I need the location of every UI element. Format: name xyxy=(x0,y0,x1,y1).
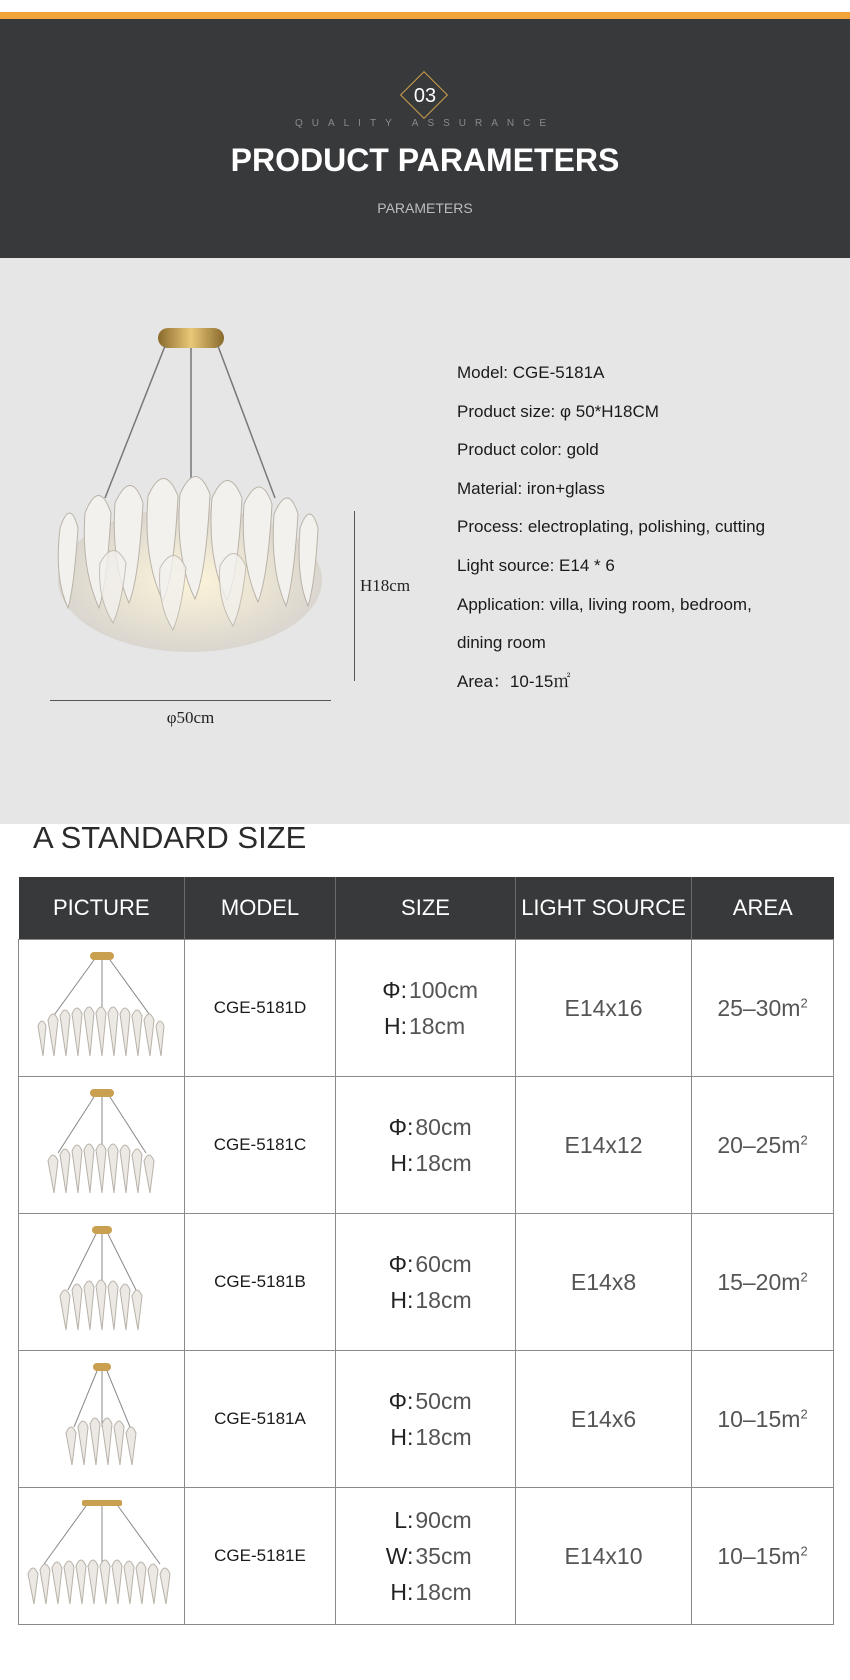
section-badge xyxy=(400,71,450,121)
area-superscript: 2 xyxy=(800,1131,808,1147)
product-thumbnail xyxy=(19,1214,185,1351)
spec-application-cont: dining room xyxy=(457,633,546,653)
spec-light-source: Light source: E14 * 6 xyxy=(457,555,615,575)
size-table xyxy=(18,877,834,1625)
table-row xyxy=(19,1077,834,1214)
tagline: QUALITY ASSURANCE xyxy=(294,118,556,129)
size-label: Φ: xyxy=(388,1251,414,1277)
model-cell: CGE-5181C xyxy=(185,1077,336,1214)
diameter-dimension-label: φ50cm xyxy=(166,708,215,727)
area-superscript: 2 xyxy=(800,1268,808,1284)
area-superscript: 2 xyxy=(800,994,808,1010)
col-header-model: MODEL xyxy=(185,877,336,940)
area-superscript: 2 xyxy=(800,1542,808,1558)
size-label: W: xyxy=(385,1543,414,1569)
light-source-cell: E14x6 xyxy=(516,1351,692,1488)
model-cell: CGE-5181B xyxy=(185,1214,336,1351)
area-value: 15–20m xyxy=(717,1268,801,1295)
size-label: H: xyxy=(390,1150,414,1176)
table-row xyxy=(19,1351,834,1488)
size-label: Φ: xyxy=(388,1114,414,1140)
size-value: 18cm xyxy=(415,1424,472,1450)
product-thumbnail xyxy=(19,1077,185,1214)
size-value: 100cm xyxy=(408,977,479,1003)
size-cell xyxy=(336,1077,516,1214)
spec-model: Model: CGE-5181A xyxy=(457,363,605,382)
col-header-area: AREA xyxy=(692,877,834,940)
size-cell xyxy=(336,1488,516,1625)
product-thumbnail xyxy=(19,940,185,1077)
page-title: PRODUCT PARAMETERS xyxy=(230,142,620,178)
size-label: H: xyxy=(390,1579,414,1605)
size-value: 18cm xyxy=(415,1579,472,1605)
height-dimension-label: H18cm xyxy=(360,576,411,595)
orange-stripe xyxy=(0,12,850,19)
size-label: Φ: xyxy=(382,977,407,1003)
size-value: 60cm xyxy=(415,1251,472,1277)
size-label: H: xyxy=(390,1424,414,1450)
parameters-panel xyxy=(0,258,850,824)
size-value: 18cm xyxy=(415,1287,472,1313)
table-row xyxy=(19,1214,834,1351)
top-accent-bar xyxy=(0,0,850,19)
size-value: 18cm xyxy=(415,1150,472,1176)
area-cell xyxy=(692,1077,834,1214)
col-header-light-source: LIGHT SOURCE xyxy=(516,877,692,940)
table-row xyxy=(19,940,834,1077)
area-value: 10–15m xyxy=(717,1405,801,1432)
table-header-row xyxy=(19,877,834,940)
area-cell xyxy=(692,940,834,1077)
product-thumbnail xyxy=(19,1351,185,1488)
light-source-cell: E14x12 xyxy=(516,1077,692,1214)
col-header-size: SIZE xyxy=(336,877,516,940)
section-number: 03 xyxy=(413,85,437,107)
model-cell: CGE-5181D xyxy=(185,940,336,1077)
size-value: 80cm xyxy=(415,1114,472,1140)
area-value: 10–15m xyxy=(717,1542,801,1569)
product-thumbnail xyxy=(19,1488,185,1625)
model-cell: CGE-5181A xyxy=(185,1351,336,1488)
light-source-cell: E14x10 xyxy=(516,1488,692,1625)
table-row xyxy=(19,1488,834,1625)
model-cell: CGE-5181E xyxy=(185,1488,336,1625)
height-dimension-line xyxy=(354,511,355,681)
chandelier-thumbnail-icon xyxy=(32,1083,172,1203)
standard-size-title: A STANDARD SIZE xyxy=(33,820,307,855)
spec-list xyxy=(457,354,837,701)
spec-size: Product size: φ 50*H18CM xyxy=(457,401,659,421)
spec-color: Product color: gold xyxy=(457,440,599,460)
area-superscript: 2 xyxy=(800,1405,808,1421)
chandelier-thumbnail-icon xyxy=(32,946,172,1066)
size-label: H: xyxy=(390,1287,414,1313)
size-cell xyxy=(336,1214,516,1351)
chandelier-thumbnail-icon xyxy=(24,1494,180,1614)
col-header-picture: PICTURE xyxy=(19,877,185,940)
size-value: 90cm xyxy=(415,1507,472,1533)
chandelier-thumbnail-icon xyxy=(32,1220,172,1340)
size-cell xyxy=(336,940,516,1077)
section-header xyxy=(0,19,850,258)
size-cell xyxy=(336,1351,516,1488)
spec-area: Area：10-15㎡ xyxy=(457,671,571,691)
diameter-dimension-line xyxy=(50,700,331,701)
size-label: Φ: xyxy=(388,1388,414,1414)
area-cell xyxy=(692,1214,834,1351)
light-source-cell: E14x8 xyxy=(516,1214,692,1351)
light-source-cell: E14x16 xyxy=(516,940,692,1077)
size-value: 35cm xyxy=(415,1543,472,1569)
ceiling-canopy-icon xyxy=(158,328,224,348)
size-label: L: xyxy=(394,1507,414,1533)
chandelier-illustration xyxy=(40,318,340,718)
spec-process: Process: electroplating, polishing, cutting xyxy=(457,517,766,537)
size-value: 18cm xyxy=(408,1013,466,1039)
area-value: 20–25m xyxy=(717,1131,801,1158)
area-cell xyxy=(692,1488,834,1625)
area-value: 25–30m xyxy=(717,994,801,1021)
size-label: H: xyxy=(383,1013,407,1039)
page-subtitle: PARAMETERS xyxy=(377,200,473,216)
spec-application: Application: villa, living room, bedroom, xyxy=(457,594,752,614)
chandelier-thumbnail-icon xyxy=(32,1357,172,1477)
spec-material: Material: iron+glass xyxy=(457,478,605,498)
area-cell xyxy=(692,1351,834,1488)
size-value: 50cm xyxy=(415,1388,472,1414)
